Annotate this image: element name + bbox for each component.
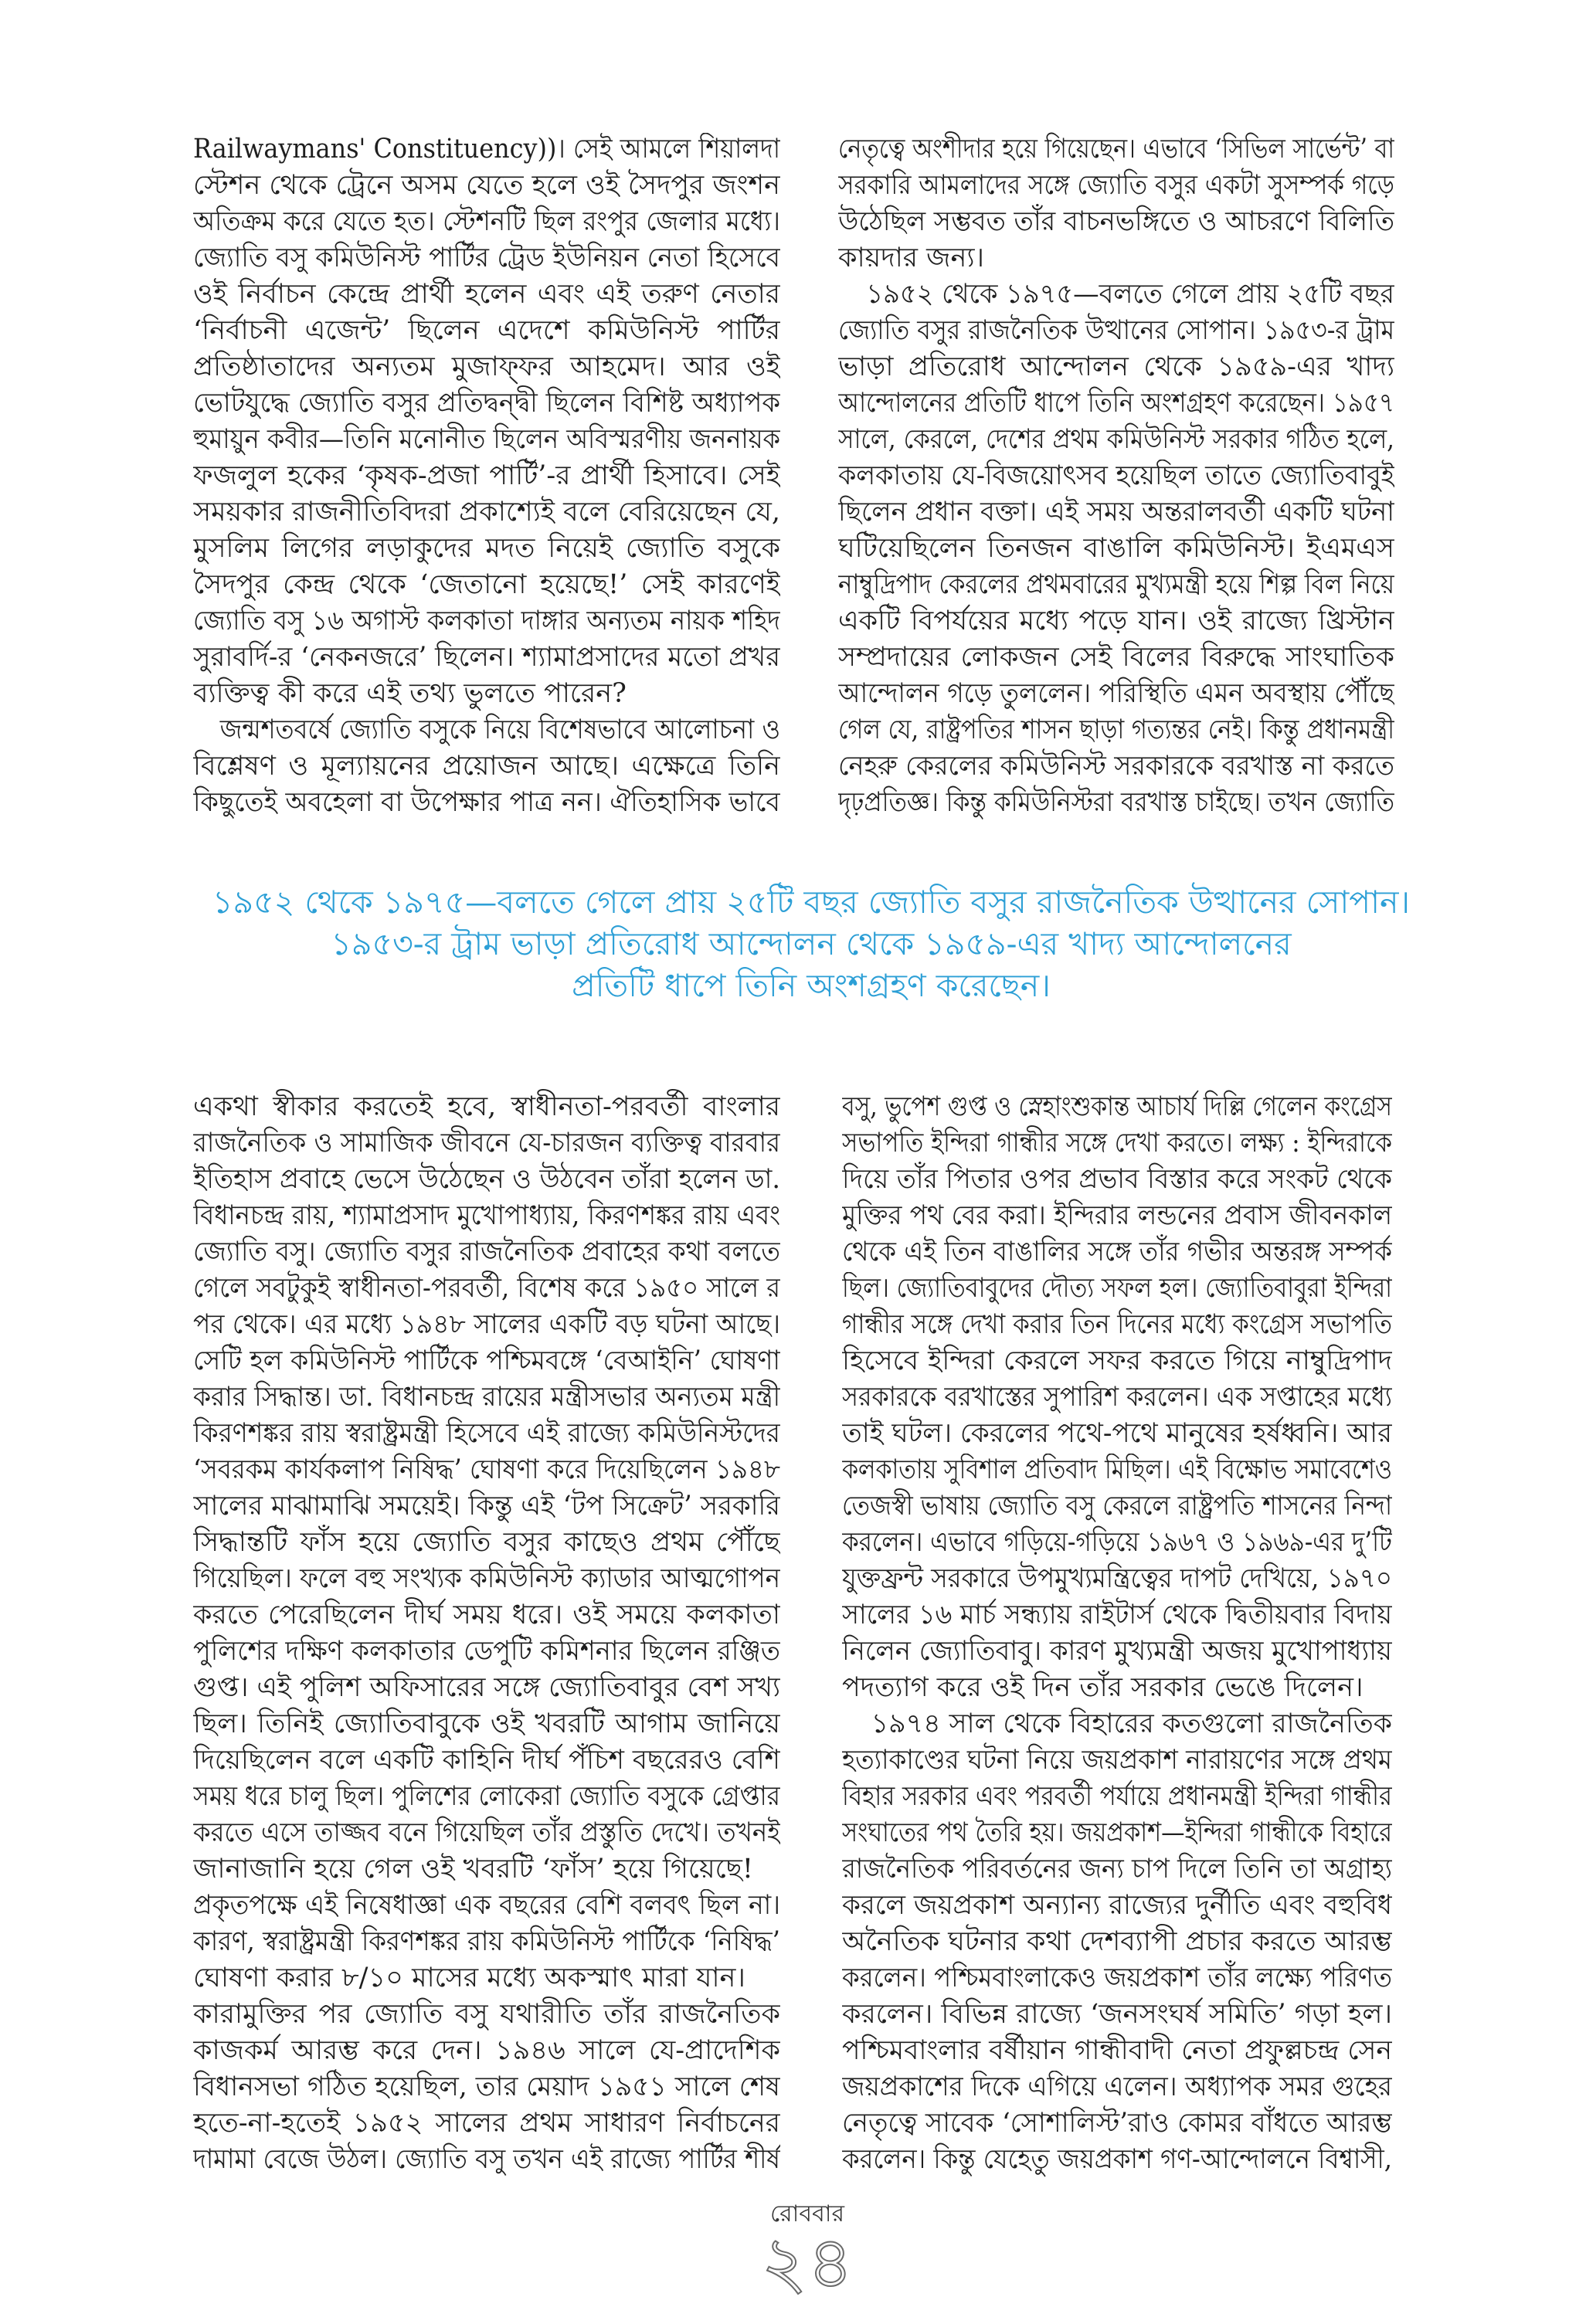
text-line: সংঘাতের পথ তৈরি হয়। জয়প্রকাশ—ইন্দিরা গান্ধীকে বিহারে [842,1817,1392,1848]
text-line: ব্যক্তিত্ব কী করে এই তথ্য ভুলতে পারেন? [193,678,627,709]
text-line: ‘সবরকম কার্যকলাপ নিষিদ্ধ’ ঘোষণা করে দিয়েছিলেন ১৯৪৮ [193,1454,780,1485]
text-line: Railwaymans' Constituency))। সেই আমলে শিয়ালদা [193,134,780,165]
text-line: একথা স্বীকার করতেই হবে, স্বাধীনতা-পরবর্তী বাংলার [193,1091,780,1122]
pull-quote-line: ১৯৫২ থেকে ১৯৭৫—বলতে গেলে প্রায় ২৫টি বছর জ্যোতি বসুর রাজনৈতিক উত্থানের সোপান। [212,884,1411,921]
text-line: দিয়েছিলেন বলে একটি কাহিনি দীর্ঘ পঁচিশ বছরেরও বেশি [193,1745,780,1776]
text-line: সালের ১৬ মার্চ সন্ধ্যায় রাইটার্স থেকে দ্বিতীয়বার বিদায় [842,1600,1392,1630]
text-line: জ্যোতি বসু। জ্যোতি বসুর রাজনৈতিক প্রবাহের কথা বলতে [193,1237,780,1267]
text-line: সালের মাঝামাঝি সময়েই। কিন্তু এই ‘টপ সিক্রেট’ সরকারি [193,1491,780,1522]
text-line: ঘোষণা করার ৮/১০ মাসের মধ্যে অকস্মাৎ মারা যান। [193,1963,745,1993]
text-line: বসু, ভুপেশ গুপ্ত ও স্নেহাংশুকান্ত আচার্য দিল্লি গেলেন কংগ্রেস [842,1091,1392,1122]
text-line: জ্যোতি বসু কমিউনিস্ট পার্টির ট্রেড ইউনিয়ন নেতা হিসেবে [193,243,780,273]
text-line: দামামা বেজে উঠল। জ্যোতি বসু তখন এই রাজ্যে পার্টির শীর্ষ [193,2144,780,2175]
text-line: জয়প্রকাশের দিকে এগিয়ে এলেন। অধ্যাপক সমর গুহের [842,2071,1392,2102]
text-line: সময়কার রাজনীতিবিদরা প্রকাশ্যেই বলে বেরিয়েছেন যে, [193,497,780,528]
text-line: সালে, কেরলে, দেশের প্রথম কমিউনিস্ট সরকার গঠিত হলে, [838,424,1394,455]
text-line: সরকারকে বরখাস্তের সুপারিশ করলেন। এক সপ্তাহের মধ্যে [842,1382,1392,1413]
text-line: নেহরু কেরলের কমিউনিস্ট সরকারকে বরখাস্ত না করতে [838,751,1394,782]
text-line: দিয়ে তাঁর পিতার ওপর প্রভাব বিস্তার করে সংকট থেকে [842,1164,1392,1195]
text-line: গেলে সবটুকুই স্বাধীনতা-পরবর্তী, বিশেষ করে ১৯৫০ সালে র [193,1273,780,1304]
text-line: কলকাতায় যে-বিজয়োৎসব হয়েছিল তাতে জ্যোতিবাবুই [838,460,1394,491]
text-line: স্টেশন থেকে ট্রেনে অসম যেতে হলে ওই সৈদপুর জংশন [193,170,780,201]
text-line: কায়দার জন্য। [838,243,985,273]
text-line: থেকে এই তিন বাঙালির সঙ্গে তাঁর গভীর অন্তরঙ্গ সম্পর্ক [842,1237,1392,1267]
text-line: গান্ধীর সঙ্গে দেখা করার তিন দিনের মধ্যে কংগ্রেস সভাপতি [842,1309,1392,1340]
text-line: হত্যাকাণ্ডের ঘটনা নিয়ে জয়প্রকাশ নারায়ণের সঙ্গে প্রথম [842,1745,1392,1776]
text-line: গেল যে, রাষ্ট্রপতির শাসন ছাড়া গত্যন্তর নেই। কিন্তু প্রধানমন্ত্রী [838,714,1394,745]
text-line: ভাড়া প্রতিরোধ আন্দোলন থেকে ১৯৫৯-এর খাদ্য [838,351,1394,382]
text-line: সিদ্ধান্তটি ফাঁস হয়ে জ্যোতি বসুর কাছেও প্রথম পৌঁছে [193,1527,780,1558]
text-line: কিছুতেই অবহেলা বা উপেক্ষার পাত্র নন। ঐতিহাসিক ভাবে [193,787,780,818]
text-line: জানাজানি হয়ে গেল ওই খবরটি ‘ফাঁস’ হয়ে গিয়েছে! [193,1854,753,1885]
text-line: করলেন। পশ্চিমবাংলাকেও জয়প্রকাশ তাঁর লক্ষ্যে পরিণত [842,1963,1392,1993]
text-line: সভাপতি ইন্দিরা গান্ধীর সঙ্গে দেখা করতে। লক্ষ্য : ইন্দিরাকে [842,1128,1392,1159]
text-line: নেতৃত্বে অংশীদার হয়ে গিয়েছেন। এভাবে ‘সিভিল সার্ভেন্ট’ বা [838,134,1394,165]
text-line: নাম্বুদ্রিপাদ কেরলের প্রথমবারের মুখ্যমন্ত্রী হয়ে শিল্প বিল নিয়ে [838,569,1394,600]
text-line: যুক্তফ্রন্ট সরকারে উপমুখ্যমন্ত্রিত্বের দাপট দেখিয়ে, ১৯৭০ [842,1563,1392,1594]
page-number: ২৪ [761,2221,854,2304]
column-bottom-right [842,1089,1392,2178]
text-line: পশ্চিমবাংলার বর্ষীয়ান গান্ধীবাদী নেতা প্রফুল্লচন্দ্র সেন [842,2035,1392,2066]
text-line: হতে-না-হতেই ১৯৫২ সালের প্রথম সাধারণ নির্বাচনের [193,2108,780,2139]
text-line: ওই নির্বাচন কেন্দ্রে প্রার্থী হলেন এবং এই তরুণ নেতার [193,279,780,310]
text-line: ভোটযুদ্ধে জ্যোতি বসুর প্রতিদ্বন্দ্বী ছিলেন বিশিষ্ট অধ্যাপক [193,388,780,419]
text-line: কারামুক্তির পর জ্যোতি বসু যথারীতি তাঁর রাজনৈতিক [193,1999,780,2030]
text-line: সময় ধরে চালু ছিল। পুলিশের লোকেরা জ্যোতি বসুকে গ্রেপ্তার [193,1781,780,1812]
text-line: বিধানচন্দ্র রায়, শ্যামাপ্রসাদ মুখোপাধ্যায়, কিরণশঙ্কর রায় এবং [193,1200,780,1231]
text-line: পদত্যাগ করে ওই দিন তাঁর সরকার ভেঙে দিলেন। [842,1672,1364,1703]
column-top-left [193,131,780,821]
text-line: উঠেছিল সম্ভবত তাঁর বাচনভঙ্গিতে ও আচরণে বিলিতি [838,206,1394,237]
column-top-right [838,131,1394,821]
text-line: পর থেকে। এর মধ্যে ১৯৪৮ সালের একটি বড় ঘটনা আছে। [193,1309,780,1340]
text-line: করতে এসে তাজ্জব বনে গিয়েছিল তাঁর প্রস্তুতি দেখে। তখনই [193,1817,780,1848]
text-line: করতে পেরেছিলেন দীর্ঘ সময় ধরে। ওই সময়ে কলকাতা [193,1600,780,1630]
text-line: আন্দোলনের প্রতিটি ধাপে তিনি অংশগ্রহণ করেছেন। ১৯৫৭ [838,388,1394,419]
text-line: সম্প্রদায়ের লোকজন সেই বিলের বিরুদ্ধে সাংঘাতিক [838,642,1394,673]
text-line: ১৯৫২ থেকে ১৯৭৫—বলতে গেলে প্রায় ২৫টি বছর [866,279,1394,310]
pull-quote-line: ১৯৫৩-র ট্রাম ভাড়া প্রতিরোধ আন্দোলন থেকে ১৯৫৯-এর খাদ্য আন্দোলনের [331,925,1292,962]
text-line: নিলেন জ্যোতিবাবু। কারণ মুখ্যমন্ত্রী অজয় মুখোপাধ্যায় [842,1636,1392,1667]
text-line: কারণ, স্বরাষ্ট্রমন্ত্রী কিরণশঙ্কর রায় কমিউনিস্ট পার্টিকে ‘নিষিদ্ধ’ [193,1926,780,1957]
pull-quote [193,881,1429,1006]
text-line: বিশ্লেষণ ও মূল্যায়নের প্রয়োজন আছে। এক্ষেত্রে তিনি [193,751,780,782]
text-line: সৈদপুর কেন্দ্র থেকে ‘জেতানো হয়েছে!’ সেই কারণেই [193,569,780,600]
text-line: ১৯৭৪ সাল থেকে বিহারের কতগুলো রাজনৈতিক [871,1708,1392,1739]
text-line: অতিক্রম করে যেতে হত। স্টেশনটি ছিল রংপুর জেলার মধ্যে। [193,206,780,237]
text-line: একটি বিপর্যয়ের মধ্যে পড়ে যান। ওই রাজ্যে খ্রিস্টান [838,606,1394,636]
text-line: ছিলেন প্রধান বক্তা। এই সময় অন্তরালবর্তী একটি ঘটনা [838,497,1394,528]
text-line: কিরণশঙ্কর রায় স্বরাষ্ট্রমন্ত্রী হিসেবে এই রাজ্যে কমিউনিস্টদের [193,1418,780,1449]
text-line: রাজনৈতিক পরিবর্তনের জন্য চাপ দিলে তিনি তা অগ্রাহ্য [842,1854,1392,1885]
text-line: প্রকৃতপক্ষে এই নিষেধাজ্ঞা এক বছরের বেশি বলবৎ ছিল না। [193,1890,780,1921]
text-line: বিধানসভা গঠিত হয়েছিল, তার মেয়াদ ১৯৫১ সালে শেষ [193,2071,780,2102]
text-line: পুলিশের দক্ষিণ কলকাতার ডেপুটি কমিশনার ছিলেন রঞ্জিত [193,1636,780,1667]
text-line: করলে জয়প্রকাশ অন্যান্য রাজ্যের দুর্নীতি এবং বহুবিধ [842,1890,1392,1921]
text-line: ইতিহাস প্রবাহে ভেসে উঠেছেন ও উঠবেন তাঁরা হলেন ডা. [193,1164,780,1195]
text-line: জ্যোতি বসুর রাজনৈতিক উত্থানের সোপান। ১৯৫৩-র ট্রাম [838,315,1394,346]
text-line: করলেন। এভাবে গড়িয়ে-গড়িয়ে ১৯৬৭ ও ১৯৬৯-এর দু’টি [842,1527,1392,1558]
text-line: তাই ঘটল। কেরলের পথে-পথে মানুষের হর্ষধ্বনি। আর [842,1418,1392,1449]
text-line: করার সিদ্ধান্ত। ডা. বিধানচন্দ্র রায়ের মন্ত্রীসভার অন্যতম মন্ত্রী [193,1382,780,1413]
text-line: সুরাবর্দি-র ‘নেকনজরে’ ছিলেন। শ্যামাপ্রসাদের মতো প্রখর [193,642,780,673]
text-line: ফজলুল হকের ‘কৃষক-প্রজা পার্টি’-র প্রার্থী হিসাবে। সেই [193,460,780,491]
text-line: মুক্তির পথ বের করা। ইন্দিরার লন্ডনের প্রবাস জীবনকাল [842,1200,1392,1231]
text-line: আন্দোলন গড়ে তুললেন। পরিস্থিতি এমন অবস্থায় পৌঁছে [838,678,1394,709]
text-line: গুপ্ত। এই পুলিশ অফিসারের সঙ্গে জ্যোতিবাবুর বেশ সখ্য [193,1672,780,1703]
text-line: ছিল। তিনিই জ্যোতিবাবুকে ওই খবরটি আগাম জানিয়ে [193,1708,780,1739]
text-line: কাজকর্ম আরম্ভ করে দেন। ১৯৪৬ সালে যে-প্রাদেশিক [193,2035,780,2066]
text-line: তেজস্বী ভাষায় জ্যোতি বসু কেরলে রাষ্ট্রপতি শাসনের নিন্দা [842,1491,1392,1522]
text-line: জন্মশতবর্ষে জ্যোতি বসুকে নিয়ে বিশেষভাবে আলোচনা ও [219,714,780,745]
text-line: রাজনৈতিক ও সামাজিক জীবনে যে-চারজন ব্যক্তিত্ব বারবার [193,1128,780,1159]
text-line: দৃঢ়প্রতিজ্ঞ। কিন্তু কমিউনিস্টরা বরখাস্ত চাইছে। তখন জ্যোতি [838,787,1394,818]
text-line: ঘটিয়েছিলেন তিনজন বাঙালি কমিউনিস্ট। ইএমএস [838,533,1394,564]
text-line: প্রতিষ্ঠাতাদের অন্যতম মুজাফ্ফর আহমেদ। আর ওই [193,351,780,382]
text-line: করলেন। কিন্তু যেহেতু জয়প্রকাশ গণ-আন্দোলনে বিশ্বাসী, [842,2144,1392,2175]
text-line: বিহার সরকার এবং পরবর্তী পর্যায়ে প্রধানমন্ত্রী ইন্দিরা গান্ধীর [842,1781,1392,1812]
text-line: কলকাতায় সুবিশাল প্রতিবাদ মিছিল। এই বিক্ষোভ সমাবেশেও [842,1454,1392,1485]
pull-quote-line: প্রতিটি ধাপে তিনি অংশগ্রহণ করেছেন। [572,967,1051,1004]
text-line: ‘নির্বাচনী এজেন্ট’ ছিলেন এদেশে কমিউনিস্ট পার্টির [193,315,780,346]
text-line: নেতৃত্বে সাবেক ‘সোশালিস্ট’রাও কোমর বাঁধতে আরম্ভ [842,2108,1392,2139]
text-line: করলেন। বিভিন্ন রাজ্যে ‘জনসংঘর্ষ সমিতি’ গড়া হল। [842,1999,1392,2030]
text-line: জ্যোতি বসু ১৬ অগাস্ট কলকাতা দাঙ্গার অন্যতম নায়ক শহিদ [193,606,780,636]
text-line: ছিল। জ্যোতিবাবুদের দৌত্য সফল হল। জ্যোতিবাবুরা ইন্দিরা [842,1273,1392,1304]
text-line: অনৈতিক ঘটনার কথা দেশব্যাপী প্রচার করতে আরম্ভ [842,1926,1392,1957]
column-bottom-left [193,1089,780,2178]
text-line: সেটি হল কমিউনিস্ট পার্টিকে পশ্চিমবঙ্গে ‘বেআইনি’ ঘোষণা [193,1345,780,1376]
text-line: মুসলিম লিগের লড়াকুদের মদত নিয়েই জ্যোতি বসুকে [193,533,780,564]
text-line: সরকারি আমলাদের সঙ্গে জ্যোতি বসুর একটা সুসম্পর্ক গড়ে [838,170,1394,201]
text-line: হুমায়ুন কবীর—তিনি মনোনীত ছিলেন অবিস্মরণীয় জননায়ক [193,424,780,455]
magazine-name: রোববার [770,2200,844,2227]
text-line: হিসেবে ইন্দিরা কেরলে সফর করতে গিয়ে নাম্বুদ্রিপাদ [842,1345,1392,1376]
text-line: গিয়েছিল। ফলে বহু সংখ্যক কমিউনিস্ট ক্যাডার আত্মগোপন [193,1563,780,1594]
